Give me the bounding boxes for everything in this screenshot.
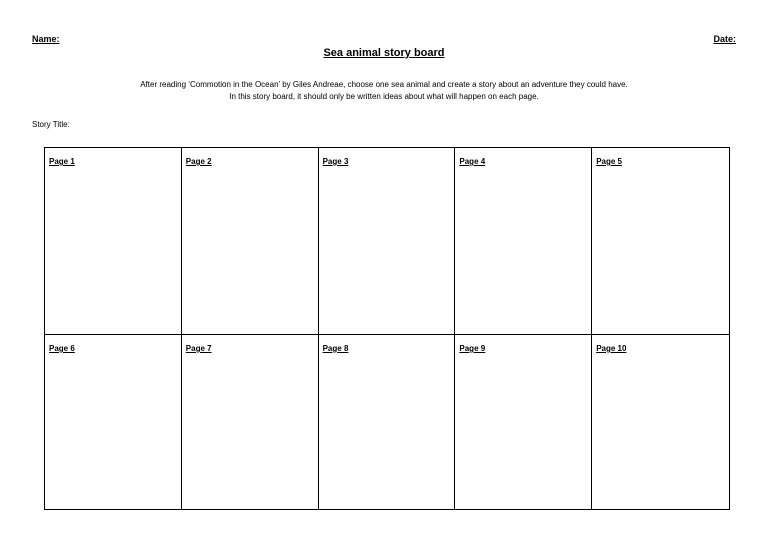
page-label: Page 6 [49, 344, 75, 353]
story-board-cell-page-3 [319, 148, 456, 335]
page-label: Page 5 [596, 157, 622, 166]
page-label: Page 9 [459, 344, 486, 353]
page-label: Page 7 [185, 344, 212, 353]
story-board-cell-page-8 [319, 335, 456, 509]
story-board-cell-page-9 [455, 335, 592, 509]
page-title: Sea animal story board [323, 47, 445, 59]
page-label: Page 2 [185, 157, 212, 166]
instructions [0, 79, 768, 103]
story-board-grid [44, 147, 730, 510]
story-board-cell-page-4 [455, 148, 592, 335]
page-label: Page 8 [322, 344, 349, 353]
instructions-line-1: After reading ‘Commotion in the Ocean’ by Giles Andreae, choose one sea animal and create a story about an adventure they could have. [140, 80, 628, 89]
story-board-cell-page-7 [182, 335, 319, 509]
page-label: Page 3 [322, 157, 349, 166]
date-label: Date: [713, 34, 736, 44]
page-label: Page 4 [459, 157, 486, 166]
page-label: Page 1 [49, 157, 75, 166]
story-title-label: Story Title: [32, 120, 70, 129]
instructions-line-2: In this story board, it should only be written ideas about what will happen on each page. [229, 92, 539, 101]
story-board-cell-page-1 [45, 148, 182, 335]
name-label: Name: [32, 34, 60, 44]
story-board-cell-page-6 [45, 335, 182, 509]
page-label: Page 10 [596, 344, 627, 353]
story-board-cell-page-10 [592, 335, 729, 509]
story-board-cell-page-2 [182, 148, 319, 335]
story-board-cell-page-5 [592, 148, 729, 335]
